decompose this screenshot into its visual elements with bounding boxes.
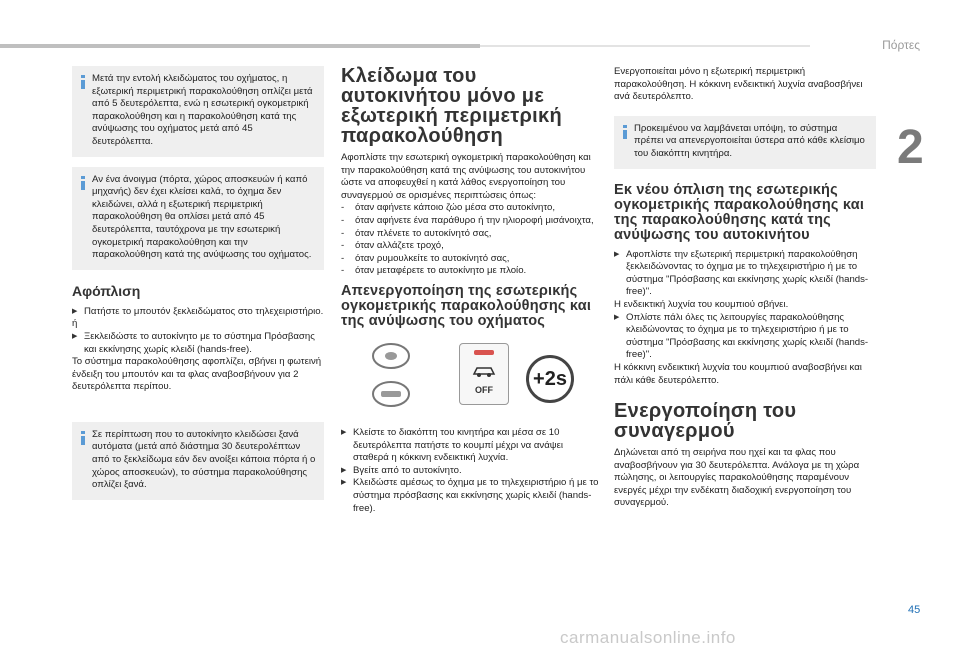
alarm-button-figure <box>341 337 601 417</box>
car-key-icon <box>371 379 411 409</box>
case-item: - όταν ρυμουλκείτε το αυτοκίνητό σας, <box>341 253 601 266</box>
step-item: ▶ Κλείστε το διακόπτη του κινητήρα και μέσα σε 10 δευτερόλεπτα πατήστε το κουμπί μέχρι να ανάψει σταθερά η κόκκινη ενδεικτική λυχνία. <box>341 427 601 465</box>
bullet-item: ▶ Οπλίστε πάλι όλες τις λειτουργίες παρακολούθησης κλειδώνοντας το όχημα με το τηλεχειριστήριο ή με το σύστημα "Πρόσβασης και εκκίνησης χωρίς κλειδί (hands-free)". <box>614 312 876 362</box>
case-item: - όταν αφήνετε κάποιο ζώο μέσα στο αυτοκίνητο, <box>341 202 601 215</box>
alarm-off-button <box>459 343 509 405</box>
paragraph: Αφοπλίστε την εσωτερική ογκομετρική παρακολούθηση και την παρακολούθηση κατά της ανύψωσης του αυτοκινήτου ώστε να αποφευχθεί η κατά λάθος ενεργοποίηση του συναγερμού σε ορισμένες περιπτώσεις όπως: <box>341 152 591 201</box>
car-icon <box>472 364 496 378</box>
info-icon <box>78 431 88 445</box>
header-bar <box>0 44 480 48</box>
case-item: - όταν αφήνετε ένα παράθυρο ή την ηλιοροφή μισάνοιχτα, <box>341 215 601 228</box>
hold-duration-badge: +2s <box>526 355 574 403</box>
heading-deactivation: Απενεργοποίηση της εσωτερικής ογκομετρικής παρακολούθησης και της ανύψωσης του οχήματος <box>341 282 592 329</box>
info-icon <box>620 125 630 139</box>
heading-alarm-activation: Ενεργοποίηση του συναγερμού <box>614 400 797 443</box>
header-bar-light <box>480 45 810 47</box>
column-2 <box>341 66 601 515</box>
bullet-item: ▶ Ξεκλειδώστε το αυτοκίνητο με το σύστημα Πρόσβασης και εκκίνησης χωρίς κλειδί (hands-free). <box>72 331 324 356</box>
or-text: ή <box>72 318 78 330</box>
heading-rearming: Εκ νέου όπλιση της εσωτερικής ογκομετρικής παρακολούθησης και της παρακολούθησης κατά της ανύψωσης του αυτοκινήτου <box>614 181 865 243</box>
info-note <box>72 167 324 270</box>
case-item: - όταν αλλάζετε τροχό, <box>341 240 601 253</box>
watermark: carmanualsonline.info <box>560 628 736 647</box>
page-number: 45 <box>908 604 921 616</box>
bullet-item: ▶ Πατήστε το μπουτόν ξεκλειδώματος στο τηλεχειριστήριο. <box>72 306 324 319</box>
step-item: ▶ Βγείτε από το αυτοκίνητο. <box>341 465 601 478</box>
bullet-item: ▶ Αφοπλίστε την εξωτερική περιμετρική παρακολούθηση ξεκλειδώνοντας το όχημα με το τηλεχειριστήριο ή με το σύστημα "Πρόσβασης και εκκίνησης χωρίς κλειδί (hands-free)". <box>614 249 876 299</box>
info-note <box>72 66 324 157</box>
red-warning-lamp <box>474 350 494 355</box>
paragraph: Το σύστημα παρακολούθησης αφοπλίζει, σβήνει η φωτεινή ένδειξη του μπουτόν και τα φλας αναβοσβήνουν για 2 δευτερόλεπτα περίπου. <box>72 356 322 393</box>
paragraph: Ενεργοποιείται μόνο η εξωτερική περιμετρική παρακολούθηση. Η κόκκινη ενδεικτική λυχνία αναβοσβήνει ανά δευτερόλεπτο. <box>614 66 863 103</box>
step-item: ▶ Κλειδώστε αμέσως το όχημα με το τηλεχειριστήριο ή με το σύστημα πρόσβασης και εκκίνησης χωρίς κλειδί (hands-free). <box>341 477 601 515</box>
info-icon <box>78 176 88 190</box>
note-text: Μετά την εντολή κλειδώματος του οχήματος, η εξωτερική περιμετρική παρακολούθηση οπλίζει μετά από 5 δευτερόλεπτα, ενώ η εσωτερική ογκομετρική παρακολούθηση και η παρακολούθηση κατά της ανύψωσης του οχήματος μετά από 45 δευτερόλεπτα. <box>92 73 313 147</box>
paragraph: Η ενδεικτική λυχνία του κουμπιού σβήνει. <box>614 298 789 310</box>
info-note <box>72 422 324 500</box>
note-text: Σε περίπτωση που το αυτοκίνητο κλειδώσει ξανά αυτόματα (μετά από διάστημα 30 δευτερολέπτων από το ξεκλείδωμα εάν δεν ανοίξει κάποια πόρτα ή ο χώρος αποσκευών), το σύστημα παρακολούθησης οπλίζει ξανά. <box>92 428 316 491</box>
column-3 <box>614 66 876 510</box>
note-text: Προκειμένου να λαμβάνεται υπόψη, το σύστημα πρέπει να απενεργοποιείται ύστερα από κάθε κλείσιμο του διακόπτη κινητήρα. <box>634 122 865 159</box>
steering-wheel-icon <box>371 341 411 371</box>
off-label: OFF <box>475 384 493 395</box>
heading-disarming: Αφόπλιση <box>72 282 141 299</box>
chapter-number: 2 <box>897 121 924 174</box>
heading-lock-perimeter-only: Κλείδωμα του αυτοκινήτου μόνο με εξωτερική περιμετρική παρακολούθηση <box>341 65 562 147</box>
info-icon <box>78 75 88 89</box>
column-1 <box>72 66 324 510</box>
case-item: - όταν μεταφέρετε το αυτοκίνητο με πλοίο. <box>341 265 601 278</box>
paragraph: Η κόκκινη ενδεικτική λυχνία του κουμπιού αναβοσβήνει και πάλι κάθε δευτερόλεπτο. <box>614 361 862 386</box>
info-note <box>614 116 876 169</box>
case-item: - όταν πλένετε το αυτοκίνητό σας, <box>341 228 601 241</box>
paragraph: Δηλώνεται από τη σειρήνα που ηχεί και τα φλας που αναβοσβήνουν για 30 δευτερόλεπτα. Ανάλογα με τη χώρα πώλησης, οι λειτουργίες παρακολούθησης παραμένουν ενεργές μέχρι την ενδέκατη διαδοχική ενεργοποίηση του συναγερμού. <box>614 447 860 509</box>
note-text: Αν ένα άνοιγμα (πόρτα, χώρος αποσκευών ή καπό μηχανής) δεν έχει κλείσει καλά, το όχημα δεν κλειδώνει, αλλά η εξωτερική περιμετρική παρακολούθηση θα οπλίσει μετά από 45 δευτερόλεπτα, ταυτόχρονα με την εσωτερική ογκομετρική παρακολούθηση και την παρακολούθηση κατά της ανύψωσης του οχήματος. <box>92 173 312 261</box>
section-title: Πόρτες <box>882 38 920 52</box>
